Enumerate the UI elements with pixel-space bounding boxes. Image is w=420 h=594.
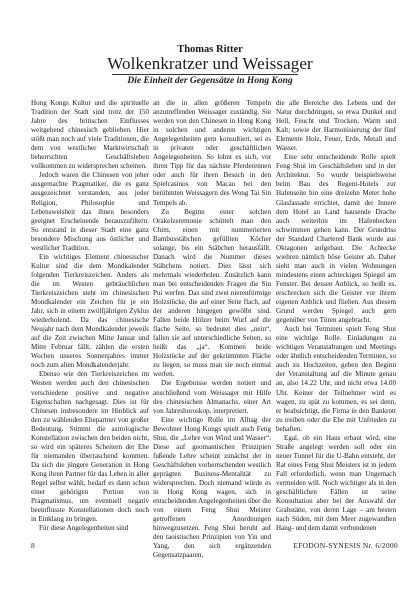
- article-author: Thomas Ritter: [177, 44, 243, 55]
- paragraph: Die Ergebnisse werden notiert und anschließend vom Weissager mit Hilfe des chinesischen Almanachs, einer Art von Jahreshoroskop, interpretiert.: [153, 379, 271, 415]
- page-number: 8: [31, 541, 35, 550]
- article-title: Wolkenkratzer und Weissager: [107, 54, 313, 73]
- paragraph: an die in allen größeren Tempeln anzutreffenden Weissager zuständig. Sie werden von den Chinesen in Hong Kong in solchen und anderen wichtigen Angelegenheiten gern konsultiert, sei es in privaten oder geschäftlichen Angelegenheiten. So lohnt es sich, vor ihren Tipp für das nächste Pferderennen oder auch für ihren Besuch in den Spielcasinos von Macau bei den berühmten Weissagern des Wong Tai Sin Tempels ab.: [153, 99, 271, 207]
- paragraph: Hong Kongs Kultur und die spirituelle Tradition der Stadt sind trotz der 150 Jahre des britischen Einflusses weitgehend chinesisch geblieben. Hier stößt man noch auf viele Traditionen, die dem von westlicher Marktwirtschaft beherrschten Geschäftsleben vollkommen zu widersprechen scheinen.: [31, 99, 149, 171]
- paragraph: Ein wichtiges Element chinesischer Kultur sind die dem Mondkalender folgenden Tierkreiszeichen. Anders als die im Westen gebräuchlichen Tierkreiszeichen steht im chinesischen Mondkalender ein Zeichen für je ein Jahr, sich in einem zwölfjährigen Zyklus wiederholend. Da das chinesische Neujahr nach dem Mondkalender jeweils auf die Zeit zwischen Mitte Januar und Mitte Februar fällt, zählen die ersten Wochen unseres Sonnenjahres immer noch zum alten Mondkalenderjahr.: [31, 252, 149, 370]
- text-column-2: [153, 99, 271, 560]
- paragraph: die alle Bereiche des Lebens und der Natur durchdringen, so etwa Dunkel und Hell, Feucht und Trocken, Warm und Kalt; sowie der Harmonisierung der fünf Elemente Holz, Feuer, Erde, Metall und Wasser.: [276, 99, 396, 153]
- paragraph: Eine sehr entscheidende Rolle spielt Feng Shui im Geschäftsleben und in der Architektur. So wurde beispielsweise beim Bau des Regent-Hotels zur Hafenseite hin eine dreizehn Meter hohe Glasfassade errichtet, damit der Innere dem Hotel an Land hausende Drache auch weiterhin im Hafenbecken schwimmen gehen kann. Der Grundriss der Standard Chartered Bank wurde aus Oktagonen aufgebaut. Die Achtecke wiehren nämlich böse Geister ab. Daher sieht man auch in vielen Wohnungen mindestens einen achteckigen Spiegel am Fenster. Bei dessen Anblick, so heißt es, erschrecken sich die Geister vor ihrem eigenen Anblick und fliehen. Aus diesem Grund werden Spiegel auch gern gegenüber von Türen angebracht.: [276, 153, 396, 325]
- paragraph: Eine wichtige Rolle im Alltag der Bewohner Hong Kongs spielt auch Feng Shui, die „Lehre von Wind und Wasser“. Diese auf geomantischen Prinzipien fußende Lehre scheint zunächst der in Geschäftsleben vorherrschenden westlich geprägten Business-Mentalität zu widersprechen. Doch niemand würde es in Hong Kong wagen, sich in entscheidenden Angelegenheiten über die von einem Feng Shui Meister getroffenen Anordnungen hinwegzusetzen. Feng Shui beruht auf den taoistischen Prinzipien von Yin und Yang, den sich ergänzenden Gegensatzpaaren,: [153, 415, 271, 560]
- article-subtitle: Die Einheit der Gegensätze in Hong Kong: [127, 76, 293, 86]
- paragraph: Egal, ob ein Haus erbaut wird, eine Straße angelegt werden soll oder ein neuer Tunnel für die U-Bahn entsteht, der Rat eines Feng Shui Meisters ist in jedem Fall erforderlich, wenn man Ungemach vermeiden will. Noch wichtiger als in den geschäftlichen Fällen ist seine Konsultation aber bei der Auswahl der Grabstätte, von deren Lage – am besten nach Süden, mit dem Meer zugewandten Hang- und dem damit verbundenen: [276, 433, 396, 533]
- journal-issue: EFODON-SYNESIS Nr. 6/2000: [293, 541, 398, 550]
- paragraph: Zu Beginn einer solchen Orakelzeremonie schüttelt man den Chim, einen mit nummerierten Bambusstäbchen gefüllten Köcher solange, bis ein Stäbchen herausfällt. Danach wird die Nummer dieses Stäbchens notiert. Dies lässt sich mehrmals wiederholen. Zusätzlich kann man bei entscheidenden Fragen die Sin Pui werfen. Das sind zwei nierenförmige Holzstücke, die auf einer Seite flach, auf der anderen hingegen gewölbt sind. Fallen beide Hölzer beim Wurf auf die flache Seite, so bedeutet dies „nein“, fallen sie auf unterschiedliche Seiten, so heißt das „ja“. Kommen beide Holzstücke auf der gekrümmten Fläche zu liegen, so muss man sie noch einmal werfen.: [153, 207, 271, 379]
- paragraph: Ebenso wie den Tierkreiszeichen im Westen werden auch den chinesischen verschiedene positive und negative Eigenschaften nachgesagt. Dies ist für Chinesen insbesondere im Hinblick auf den zu wählenden Ehepartner von großer Bedeutung. Stimmt die astrologische Konstellation zwischen den beiden nicht, so wird ein späteres Scheitern der Ehe für niemanden überraschend kommen. Da sich die jüngere Generation in Hong Kong ihren Partner für das Leben in aller Regel selbst wählt, bedarf es dann schon einer gehörigen Portion von Pragmatismus, um eventuell negativ beeinflusste Konstellationen doch noch in Einklang zu bringen.: [31, 370, 149, 524]
- paragraph: Jedoch waren die Chinesen von jeher ausgemachte Pragmatiker, die es ganz ausgezeichnet verstanden, aus jeder Religion, Philosophie und Lebensweisheit das ihnen besonders geeignet Erscheinende herauszufiltern. So entstand in dieser Stadt eine ganz besondere Mischung aus östlicher und westlicher Tradition.: [31, 171, 149, 252]
- text-column-3: [276, 99, 396, 533]
- title-rule: [112, 74, 298, 75]
- paragraph: Auch bei Terminen spielt Feng Shui eine wichtige Rolle. Einladungen zu wichtigen Veranstaltungen und Meetings oder ähnlich entscheidenden Terminen, so auch zu Hochzeiten, geben den Beginn der Veranstaltung auf die Minute genau an, also 14.22 Uhr, und nicht etwa 14.00 Uhr. Keiner der Teilnehmer wird es wagen, zu spät zu kommen, es sei denn, er beabsichtigt, die Firma in den Bankrott zu treiben oder die Ehe mit Unfrieden zu behaften.: [276, 325, 396, 433]
- text-column-1: [31, 99, 149, 533]
- paragraph: Für diese Angelegenheiten sind: [39, 524, 129, 533]
